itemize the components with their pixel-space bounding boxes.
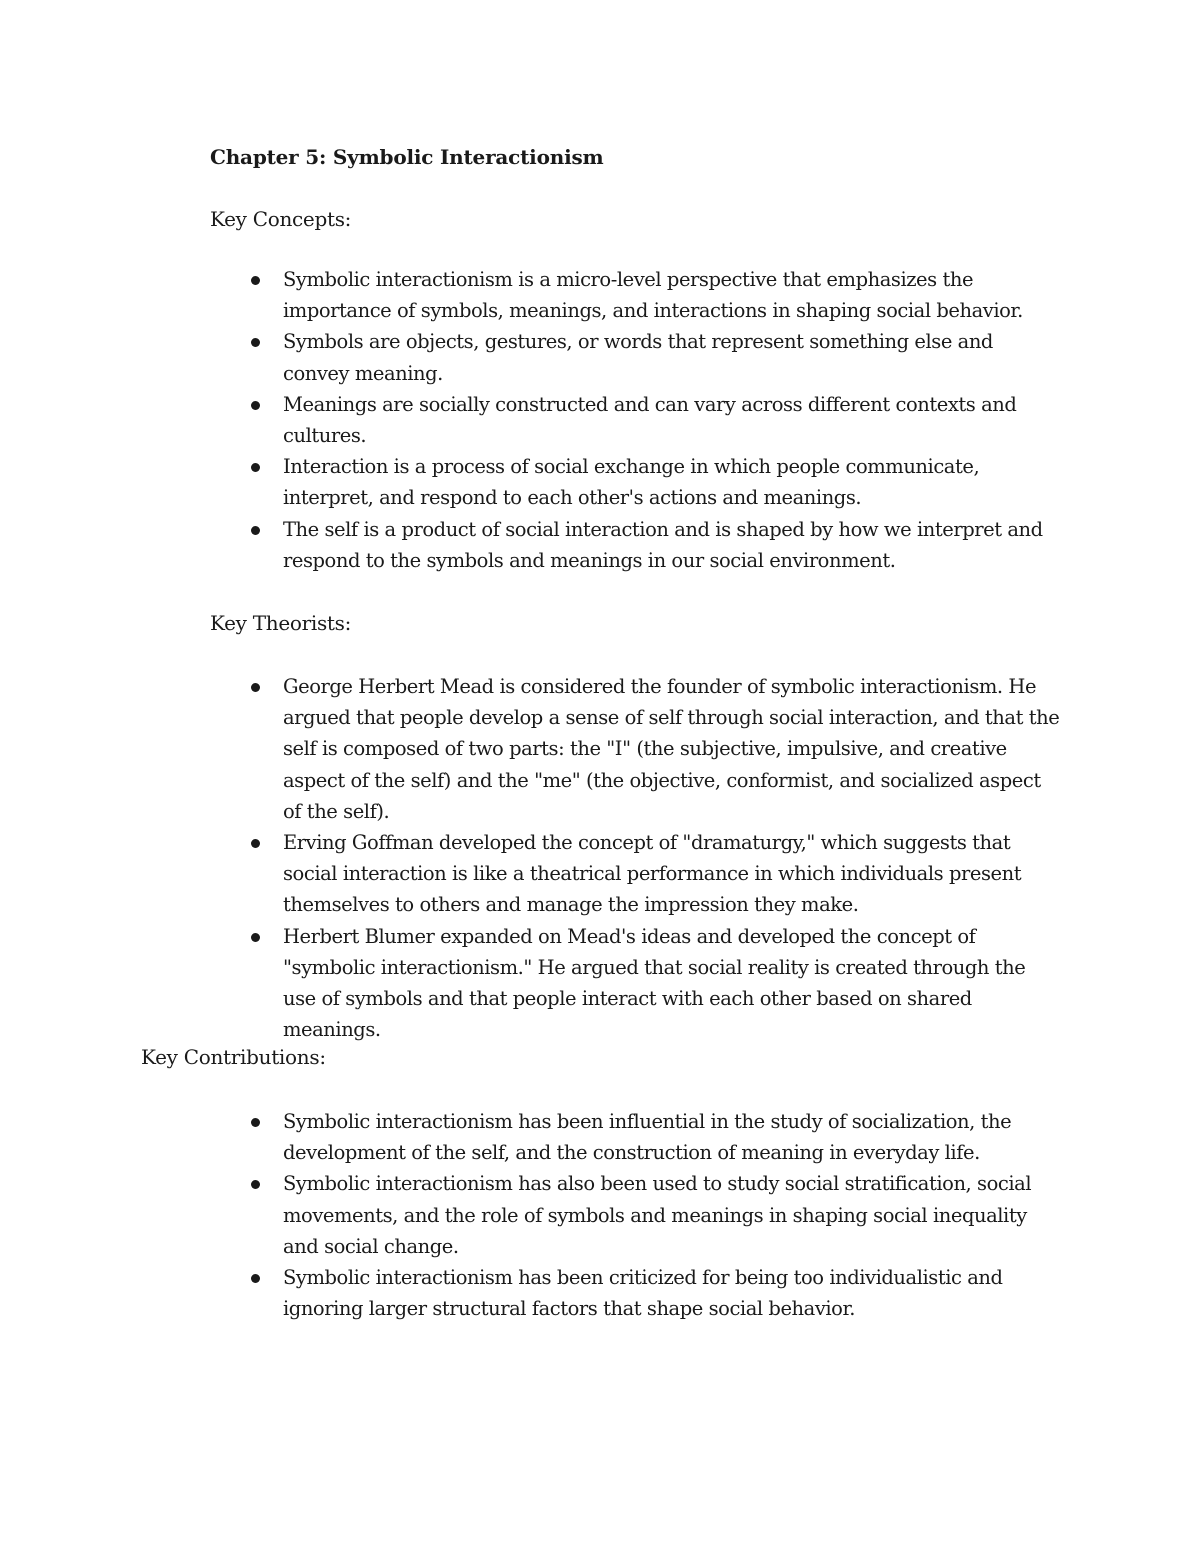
list-item-text: Symbolic interactionism has been influential in the study of socialization, the development of the self, and the construction of meaning in everyday life. [283,1110,1012,1165]
bullet-icon [251,1274,260,1283]
list-item-text: Interaction is a process of social exchange in which people communicate, interpret, and respond to each other's actions and meanings. [283,455,980,510]
list-item [0,671,1200,827]
list-item [0,1106,1200,1168]
bullet-icon [251,276,260,285]
bullet-icon [251,526,260,535]
list-item [0,921,1200,1046]
bullet-icon [251,338,260,347]
list-item [0,514,1200,576]
bullet-icon [251,401,260,410]
key-concepts-list [0,264,1200,576]
list-item [0,827,1200,921]
section-heading-key-contributions: Key Contributions: [141,1045,326,1069]
list-item-text: Symbolic interactionism has also been used to study social stratification, social movements, and the role of symbols and meanings in shaping social inequality and social change. [283,1172,1032,1258]
bullet-icon [251,463,260,472]
list-item [0,264,1200,326]
list-item-text: Herbert Blumer expanded on Mead's ideas and developed the concept of "symbolic interactionism." He argued that social reality is created through the use of symbols and that people interact with each other based on shared meanings. [283,924,1026,1042]
key-theorists-list [0,671,1200,1045]
bullet-icon [251,1180,260,1189]
list-item-text: Meanings are socially constructed and can vary across different contexts and cultures. [283,392,1017,448]
section-heading-key-concepts: Key Concepts: [210,207,352,231]
list-item [0,1262,1200,1324]
list-item-text: The self is a product of social interaction and is shaped by how we interpret and respond to the symbols and meanings in our social environment. [283,517,1043,572]
document-title: Chapter 5: Symbolic Interactionism [210,145,604,169]
bullet-icon [251,683,260,692]
section-heading-key-theorists: Key Theorists: [210,611,352,635]
list-item [0,389,1200,451]
list-item [0,1168,1200,1262]
bullet-icon [251,839,260,848]
list-item-text: Symbolic interactionism is a micro-level perspective that emphasizes the importance of symbols, meanings, and interactions in shaping social behavior. [283,268,1023,323]
list-item [0,451,1200,513]
list-item [0,326,1200,388]
list-item-text: Erving Goffman developed the concept of "dramaturgy," which suggests that social interaction is like a theatrical performance in which individuals present themselves to others and manage the impression they make. [283,831,1022,917]
list-item-text: Symbols are objects, gestures, or words that represent something else and convey meaning. [283,330,993,385]
key-contributions-list [0,1106,1200,1324]
list-item-text: Symbolic interactionism has been criticized for being too individualistic and ignoring larger structural factors that shape social behavior. [283,1266,1003,1321]
bullet-icon [251,933,260,942]
bullet-icon [251,1118,260,1127]
list-item-text: George Herbert Mead is considered the founder of symbolic interactionism. He argued that people develop a sense of self through social interaction, and that the self is composed of two parts: the "I" (the subjective, impulsive, and creative aspect of the self) and the "me" (the objective, conformist, and socialized aspect of the self). [283,675,1060,823]
